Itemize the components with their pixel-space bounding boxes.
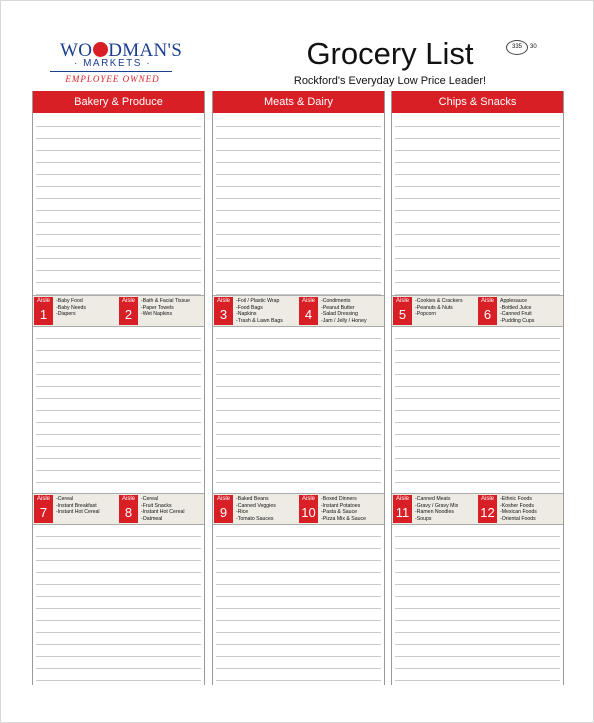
aisle-item: -Food Bags [236,304,263,311]
aisle-item: -Paper Towels [141,304,174,311]
column-bakery-produce [32,91,205,685]
aisle-label: Aisle [395,496,409,502]
aisle-item: -Popcorn [415,311,437,318]
column-heading: Meats & Dairy [213,91,384,113]
aisle-item: -Napkins [236,311,257,318]
aisle-group [33,495,118,523]
aisle-band [392,295,563,327]
aisle-item: Applesauce [500,298,528,304]
aisle-item: -Wet Napkins [141,311,173,318]
aisle-item-list [236,298,298,324]
aisle-item: -Soups [415,515,432,522]
aisle-number-box [478,297,497,325]
aisle-label: Aisle [480,496,494,502]
aisle-label: Aisle [480,298,494,304]
aisle-item: -Ethnic Foods [500,496,533,502]
column-chips-snacks [391,91,564,685]
aisle-item: -Peanuts & Nuts [415,304,453,311]
aisle-item-list [415,496,477,522]
aisle-number-box [214,297,233,325]
aisle-item: -Jam / Jelly / Honey [321,317,367,324]
aisle-item: -Instant Hot Cereal [141,509,185,516]
aisle-item: -Canned Fruit [500,311,532,318]
logo-divider [50,71,172,72]
aisle-number-box [478,495,497,523]
writing-lines[interactable] [395,115,560,295]
aisle-item: -Condiments [321,298,351,304]
writing-lines[interactable] [216,115,381,295]
aisle-number: 3 [219,307,228,322]
aisle-item: -Pasta & Sauce [321,509,358,516]
aisle-number: 2 [124,307,133,322]
aisle-item: -Instant Breakfast [56,502,97,509]
aisle-label: Aisle [121,298,135,304]
aisle-group [392,495,477,523]
aisle-item: -Peanut Butter [321,304,355,311]
aisle-item-list [321,298,383,324]
aisle-group [213,495,298,523]
page-title: Grocery List [306,36,474,71]
aisle-number-box [393,495,412,523]
aisle-item: -Boxed Dinners [321,496,357,502]
aisle-number: 9 [219,505,228,520]
aisle-item: -Instant Potatoes [321,502,361,509]
writing-lines[interactable] [36,525,201,685]
aisle-item: -Cereal [56,496,74,502]
aisle-band [392,493,563,525]
aisle-item: -Baby Food [56,298,83,304]
aisle-number: 11 [395,505,410,520]
aisle-item: -Cereal [141,496,159,502]
aisle-number-box [214,495,233,523]
aisle-band [213,295,384,327]
aisle-item: -Bath & Facial Tissue [141,298,191,304]
aisle-item: -Canned Meats [415,496,451,502]
aisle-group [213,297,298,325]
aisle-number-box [393,297,412,325]
aisle-number: 1 [39,307,48,322]
aisle-item-list [321,496,383,522]
aisle-group [298,495,383,523]
aisle-label: Aisle [216,496,230,502]
page-subtitle: Rockford's Everyday Low Price Leader! [293,75,487,87]
aisle-item: -Instant Hot Cereal [56,509,100,516]
aisle-item: -Trash & Lawn Bags [236,317,283,324]
aisle-item: -Pizza Mix & Sauce [321,515,366,522]
aisle-item: -Diapers [56,311,76,318]
column-heading: Chips & Snacks [392,91,563,113]
aisle-item: -Ramen Noodles [415,509,454,516]
aisle-label: Aisle [216,298,230,304]
aisle-group [392,297,477,325]
aisle-number-box [119,495,138,523]
aisle-item: -Oriental Foods [500,515,536,522]
logo-name-end: DMAN'S [108,40,183,61]
logo-markets: · MARKETS · [73,58,152,69]
aisle-number: 12 [480,505,495,520]
aisle-item: -Baby Needs [56,304,86,311]
aisle-item-list [56,298,118,318]
column-meats-dairy [212,91,385,685]
aisle-number: 8 [124,505,133,520]
writing-lines[interactable] [216,525,381,685]
aisle-band [33,295,204,327]
aisle-item-list [500,298,562,324]
stamp-side-number: 30 [530,44,537,50]
stamp-badge: 335 [506,40,528,55]
writing-lines[interactable] [395,327,560,493]
aisle-group [477,297,562,325]
aisle-item-list [500,496,562,522]
aisle-item: -Mexican Foods [500,509,537,516]
aisle-item: -Kosher Foods [500,502,535,509]
aisle-item: -Canned Veggies [236,502,276,509]
aisle-group [477,495,562,523]
aisle-band [33,493,204,525]
aisle-number-box [299,495,318,523]
aisle-number: 4 [304,307,313,322]
aisle-item-list [141,496,203,522]
aisle-item: -Rice [236,509,249,516]
aisle-number-box [299,297,318,325]
aisle-item: -Salad Dressing [321,311,358,318]
aisle-number-box [34,297,53,325]
aisle-number-box [119,297,138,325]
aisle-label: Aisle [121,496,135,502]
aisle-item-list [141,298,203,318]
aisle-label: Aisle [301,298,315,304]
aisle-group [118,495,203,523]
writing-lines[interactable] [36,327,201,493]
aisle-label: Aisle [36,298,50,304]
aisle-item: -Foil / Plastic Wrap [236,298,280,304]
aisle-band [213,493,384,525]
aisle-item-list [56,496,118,516]
aisle-label: Aisle [395,298,409,304]
aisle-number: 5 [398,307,407,322]
aisle-item-list [415,298,477,318]
aisle-number: 7 [39,505,48,520]
aisle-item: -Cookies & Crackers [415,298,463,304]
logo-tagline: EMPLOYEE OWNED [65,74,160,84]
aisle-item: -Fruit Snacks [141,502,172,509]
aisle-item: -Oatmeal [141,515,163,522]
aisle-item-list [236,496,298,522]
column-heading: Bakery & Produce [33,91,204,113]
aisle-label: Aisle [301,496,315,502]
aisle-item: -Pudding Cups [500,317,535,324]
aisle-group [118,297,203,325]
aisle-item: -Bottled Juice [500,304,532,311]
aisle-item: -Tomato Sauces [236,515,274,522]
logo-name-start: WO [60,40,93,61]
aisle-item: -Baked Beans [236,496,269,502]
aisle-group [33,297,118,325]
writing-lines[interactable] [395,525,560,685]
apple-icon [93,42,108,57]
aisle-item: -Gravy / Gravy Mix [415,502,459,509]
aisle-group [298,297,383,325]
writing-lines[interactable] [216,327,381,493]
aisle-number: 10 [301,505,316,520]
aisle-label: Aisle [36,496,50,502]
aisle-number-box [34,495,53,523]
woodmans-logo [50,40,183,86]
aisle-number: 6 [483,307,492,322]
writing-lines[interactable] [36,115,201,295]
